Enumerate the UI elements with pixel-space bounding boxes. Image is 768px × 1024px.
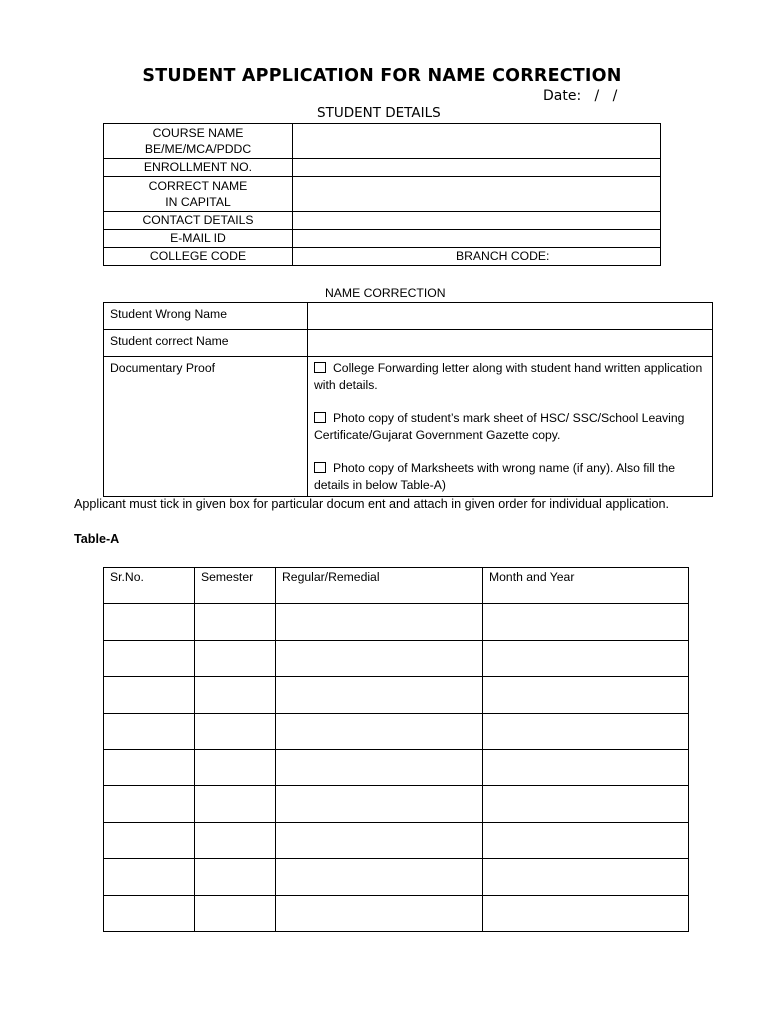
- student-details-heading: STUDENT DETAILS: [317, 105, 441, 121]
- branch-code-field[interactable]: [293, 248, 661, 266]
- contact-label: CONTACT DETAILS: [104, 212, 293, 230]
- documentary-proof-row: [104, 357, 713, 497]
- branch-code-label: BRANCH CODE:: [456, 249, 550, 264]
- email-label: E-MAIL ID: [104, 230, 293, 248]
- college-code-label: COLLEGE CODE: [104, 248, 293, 266]
- table-row: [104, 749, 689, 785]
- table-cell[interactable]: [195, 604, 276, 640]
- correct-name-label: [104, 177, 293, 212]
- contact-field[interactable]: [293, 212, 661, 230]
- table-a-header-row: [104, 568, 689, 604]
- form-title: STUDENT APPLICATION FOR NAME CORRECTION: [142, 66, 622, 86]
- table-a-header-srno: Sr.No.: [104, 568, 195, 604]
- table-cell[interactable]: [104, 859, 195, 895]
- contact-row: [104, 212, 661, 230]
- table-cell[interactable]: [483, 640, 689, 676]
- instruction-note: Applicant must tick in given box for particular docum ent and attach in given order for individual application.: [74, 497, 670, 511]
- table-row: [104, 604, 689, 640]
- correct-name-label-line2: IN CAPITAL: [165, 195, 231, 209]
- enrollment-label: ENROLLMENT NO.: [104, 159, 293, 177]
- proof-option-2: [314, 410, 706, 443]
- enrollment-row: [104, 159, 661, 177]
- course-name-row: [104, 124, 661, 159]
- proof-option-1: [314, 360, 706, 393]
- table-cell[interactable]: [276, 640, 483, 676]
- table-cell[interactable]: [104, 895, 195, 931]
- table-cell[interactable]: [195, 749, 276, 785]
- table-cell[interactable]: [483, 786, 689, 822]
- table-row: [104, 713, 689, 749]
- email-field[interactable]: [293, 230, 661, 248]
- table-cell[interactable]: [483, 859, 689, 895]
- wrong-name-field[interactable]: [308, 303, 713, 330]
- correct-name-row: [104, 177, 661, 212]
- table-cell[interactable]: [276, 786, 483, 822]
- proof-checkbox-2[interactable]: [314, 412, 326, 423]
- proof-option-3: [314, 460, 706, 493]
- table-cell[interactable]: [104, 822, 195, 858]
- table-cell[interactable]: [195, 677, 276, 713]
- course-name-label-line2: BE/ME/MCA/PDDC: [144, 142, 252, 156]
- course-name-label: [104, 124, 293, 159]
- table-cell[interactable]: [195, 895, 276, 931]
- table-cell[interactable]: [483, 749, 689, 785]
- table-row: [104, 895, 689, 931]
- table-row: [104, 822, 689, 858]
- student-correct-name-field[interactable]: [308, 330, 713, 357]
- table-cell[interactable]: [276, 713, 483, 749]
- table-cell[interactable]: [195, 640, 276, 676]
- correct-name-label-line1: CORRECT NAME: [148, 178, 248, 193]
- name-correction-heading: NAME CORRECTION: [325, 286, 446, 300]
- table-cell[interactable]: [195, 786, 276, 822]
- name-correction-table: [103, 302, 713, 497]
- table-cell[interactable]: [276, 749, 483, 785]
- course-name-field[interactable]: [293, 124, 661, 159]
- date-field[interactable]: Date: / /: [543, 88, 618, 104]
- enrollment-field[interactable]: [293, 159, 661, 177]
- table-cell[interactable]: [483, 895, 689, 931]
- table-cell[interactable]: [104, 786, 195, 822]
- table-cell[interactable]: [104, 713, 195, 749]
- email-row: [104, 230, 661, 248]
- documentary-proof-label: Documentary Proof: [104, 357, 308, 497]
- table-row: [104, 677, 689, 713]
- table-cell[interactable]: [104, 677, 195, 713]
- documentary-proof-options: [308, 357, 713, 497]
- course-name-label-line1: COURSE NAME: [152, 125, 244, 140]
- table-cell[interactable]: [483, 822, 689, 858]
- table-cell[interactable]: [195, 713, 276, 749]
- table-cell[interactable]: [104, 604, 195, 640]
- student-details-table: [103, 123, 661, 266]
- proof-checkbox-1[interactable]: [314, 362, 326, 373]
- table-cell[interactable]: [483, 604, 689, 640]
- table-a-header-regular-remedial: Regular/Remedial: [276, 568, 483, 604]
- table-a-header-month-year: Month and Year: [483, 568, 689, 604]
- correct-name-field[interactable]: [293, 177, 661, 212]
- table-cell[interactable]: [483, 713, 689, 749]
- proof-checkbox-3[interactable]: [314, 462, 326, 473]
- table-cell[interactable]: [276, 895, 483, 931]
- proof-option-3-text: Photo copy of Marksheets with wrong name (if any). Also fill the details in below Table-A): [314, 461, 676, 492]
- table-cell[interactable]: [276, 677, 483, 713]
- table-row: [104, 640, 689, 676]
- table-a-header-semester: Semester: [195, 568, 276, 604]
- table-a-label: Table-A: [74, 532, 120, 546]
- proof-option-2-text: Photo copy of student’s mark sheet of HSC/ SSC/School Leaving Certificate/Gujarat Government Gazette copy.: [314, 411, 685, 442]
- table-cell[interactable]: [276, 822, 483, 858]
- student-correct-name-label: Student correct Name: [104, 330, 308, 357]
- table-cell[interactable]: [276, 859, 483, 895]
- table-row: [104, 859, 689, 895]
- table-cell[interactable]: [104, 749, 195, 785]
- table-cell[interactable]: [195, 822, 276, 858]
- table-cell[interactable]: [483, 677, 689, 713]
- proof-option-1-text: College Forwarding letter along with student hand written application with details.: [314, 361, 703, 392]
- table-cell[interactable]: [195, 859, 276, 895]
- table-row: [104, 786, 689, 822]
- table-cell[interactable]: [104, 640, 195, 676]
- correct-name-row-2: [104, 330, 713, 357]
- table-a: [103, 567, 689, 932]
- wrong-name-label: Student Wrong Name: [104, 303, 308, 330]
- table-cell[interactable]: [276, 604, 483, 640]
- wrong-name-row: [104, 303, 713, 330]
- college-code-row: [104, 248, 661, 266]
